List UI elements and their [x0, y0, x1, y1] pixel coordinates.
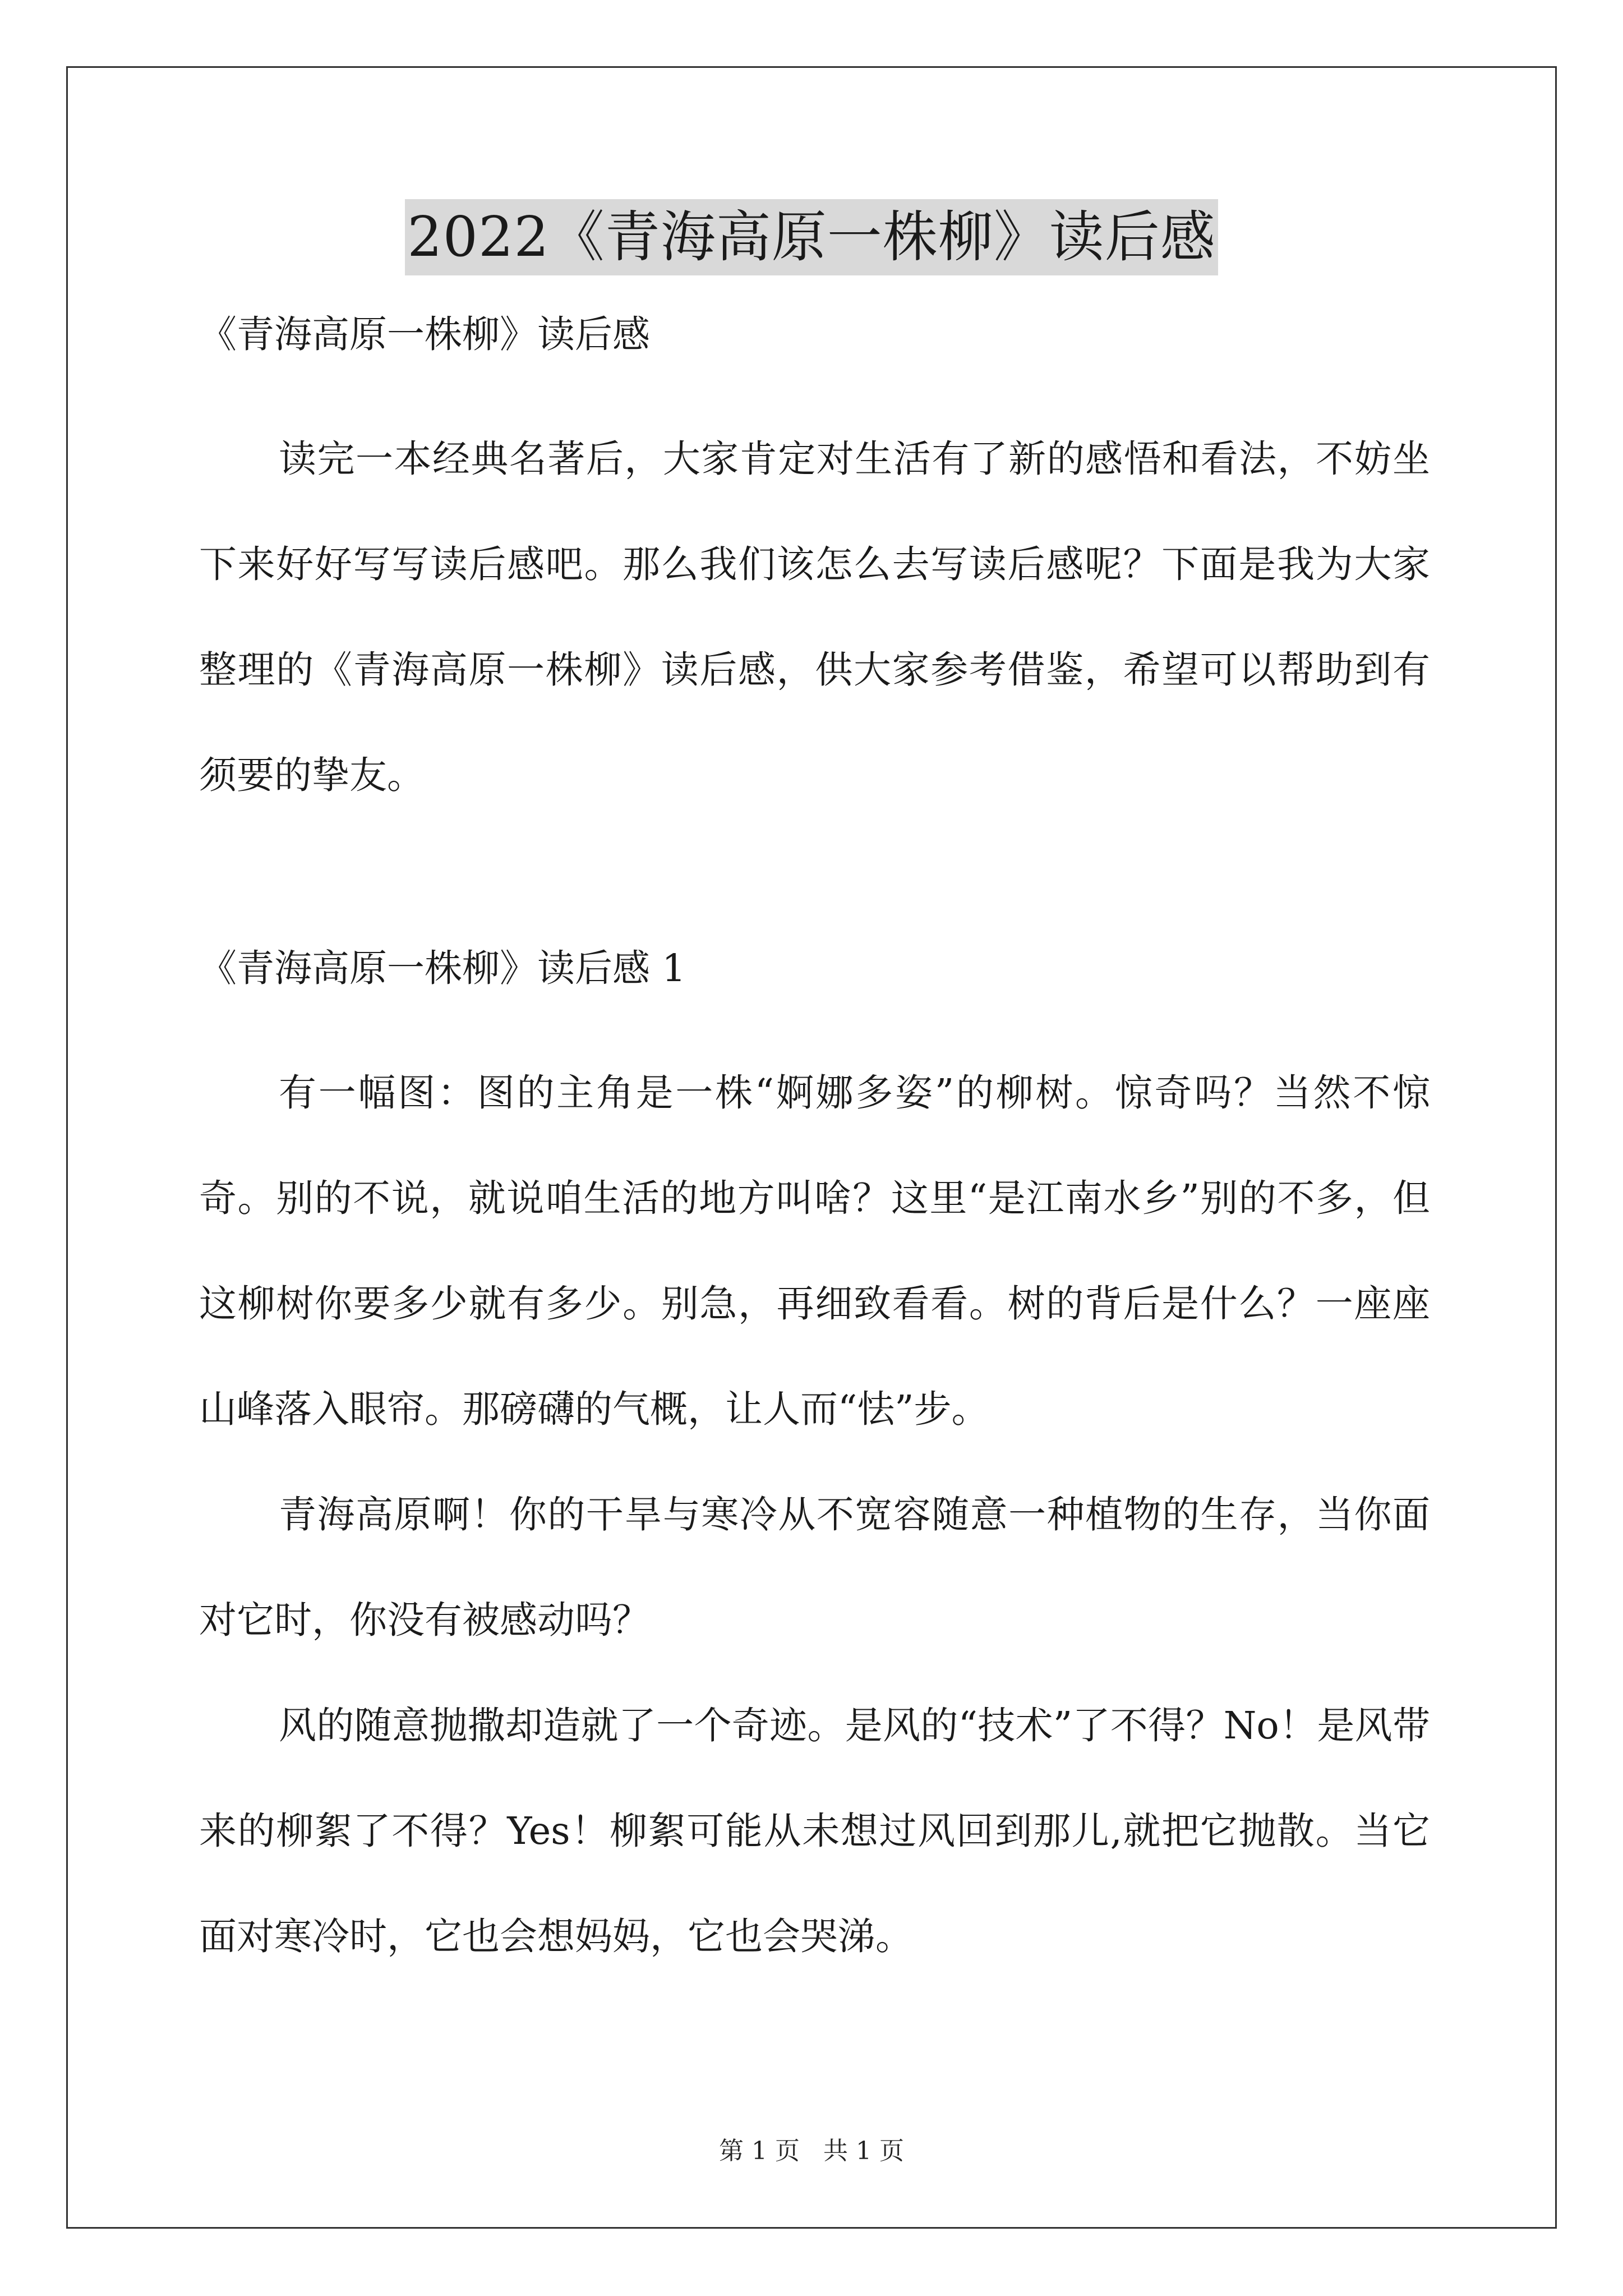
section1-heading: 《青海高原一株柳》读后感 1 [199, 946, 686, 990]
section1-paragraph-3: 风的随意抛撒却造就了一个奇迹。是风的“技术”了不得？No！是风带来的柳絮了不得？Yes！柳絮可能从未想过风回到那儿,就把它抛散。当它面对寒冷时，它也会想妈妈，它也会哭涕。 [199, 1704, 1430, 1958]
page-number: 第 1 页 [719, 2137, 800, 2165]
title-container [0, 199, 1623, 275]
intro-heading: 《青海高原一株柳》读后感 [199, 312, 650, 356]
page-footer [0, 2134, 1623, 2168]
page-total: 共 1 页 [823, 2137, 904, 2165]
section1-paragraph-2: 青海高原啊！你的干旱与寒冷从不宽容随意一种植物的生存，当你面对它时，你没有被感动吗？ [199, 1493, 1430, 1642]
document-body [199, 307, 1430, 1989]
intro-paragraph: 读完一本经典名著后，大家肯定对生活有了新的感悟和看法，不妨坐下来好好写写读后感吧。那么我们该怎么去写读后感呢？下面是我为大家整理的《青海高原一株柳》读后感，供大家参考借鉴，希望可以帮助到有须要的挚友。 [199, 437, 1430, 797]
section1-paragraph-1: 有一幅图：图的主角是一株“婀娜多姿”的柳树。惊奇吗？当然不惊奇。别的不说，就说咱生活的地方叫啥？这里“是江南水乡”别的不多，但这柳树你要多少就有多少。别急，再细致看看。树的背后是什么？一座座山峰落入眼帘。那磅礴的气概，让人而“怯”步。 [199, 1071, 1430, 1431]
document-title: 2022《青海高原一株柳》读后感 [405, 199, 1218, 275]
section-spacer [199, 828, 1430, 941]
